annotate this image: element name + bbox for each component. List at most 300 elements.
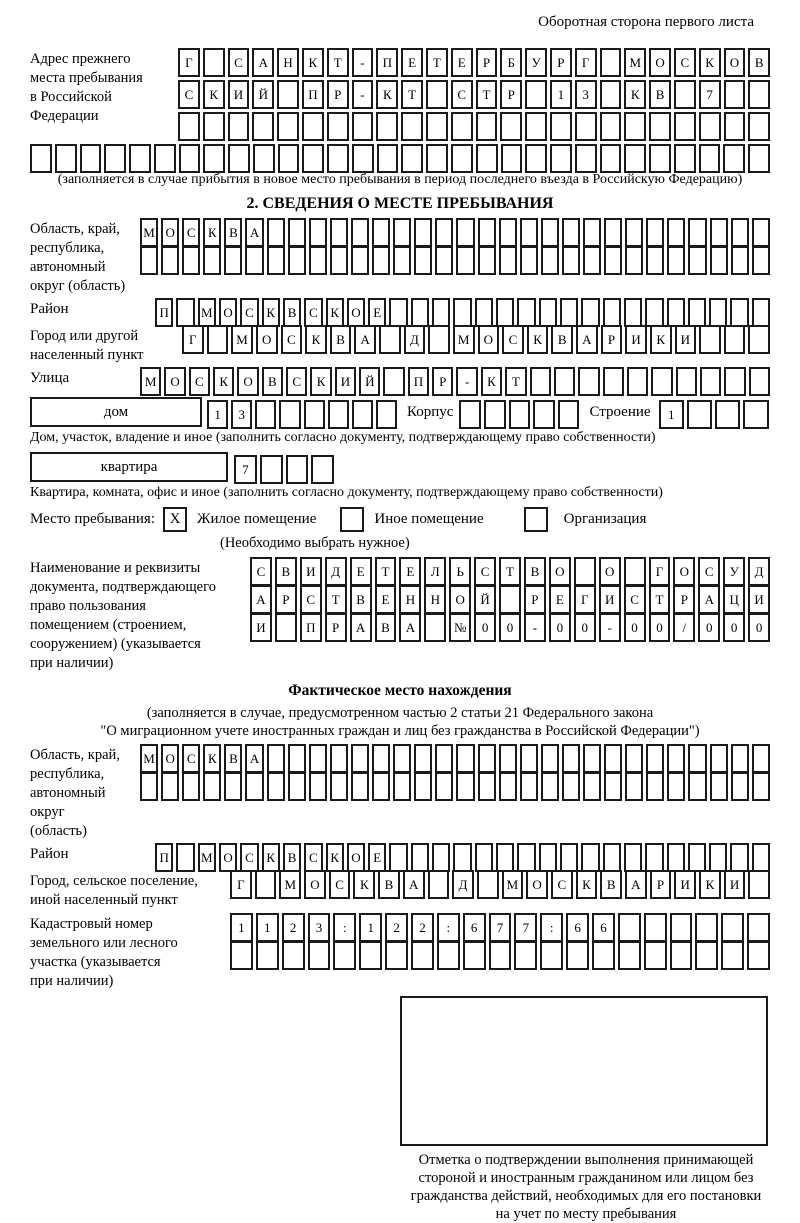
char-cell <box>533 400 555 429</box>
char-cell <box>558 400 580 429</box>
char-cell: С <box>304 298 322 327</box>
char-cell <box>484 400 506 429</box>
prev-address-row-4 <box>30 144 770 169</box>
char-cell: Е <box>375 585 397 614</box>
char-cell: 7 <box>699 80 721 109</box>
char-cell <box>562 772 580 801</box>
char-cell: С <box>182 744 200 773</box>
char-cell <box>275 613 297 642</box>
char-cell: 2 <box>282 913 305 942</box>
region-row-2 <box>140 246 770 271</box>
char-cell: А <box>350 613 372 642</box>
char-cell <box>475 298 493 327</box>
char-cell: 2 <box>411 913 434 942</box>
cadastral-grid <box>230 913 770 966</box>
char-cell: С <box>189 367 210 396</box>
cadastral-row-2 <box>230 941 770 966</box>
char-cell <box>600 80 622 109</box>
char-cell <box>393 744 411 773</box>
char-cell <box>604 744 622 773</box>
char-cell: А <box>625 870 647 899</box>
char-cell <box>600 144 622 173</box>
char-cell <box>203 772 221 801</box>
char-cell <box>129 144 151 173</box>
char-cell: У <box>525 48 547 77</box>
char-cell <box>463 941 486 970</box>
korpus-cells <box>459 400 579 425</box>
document-block <box>30 557 770 673</box>
char-cell <box>435 218 453 247</box>
char-cell <box>539 843 557 872</box>
char-cell: Е <box>451 48 473 77</box>
char-cell: 3 <box>575 80 597 109</box>
char-cell <box>414 246 432 275</box>
char-cell <box>228 144 250 173</box>
char-cell <box>352 400 373 429</box>
char-cell <box>644 941 667 970</box>
char-cell <box>646 218 664 247</box>
char-cell <box>710 218 728 247</box>
char-cell: К <box>576 870 598 899</box>
char-cell <box>351 218 369 247</box>
region-label-line: округ (область) <box>30 278 126 294</box>
house-widebox: дом <box>30 397 202 427</box>
char-cell <box>245 246 263 275</box>
char-cell: И <box>675 325 697 354</box>
char-cell <box>308 941 331 970</box>
document-label-line: при наличии) <box>30 655 114 671</box>
char-cell: П <box>300 613 322 642</box>
actual-location-title: Фактическое место нахождения <box>288 682 512 699</box>
char-cell: П <box>155 843 173 872</box>
char-cell <box>600 48 622 77</box>
prev-address-note: (заполняется в случае прибытия в новое место пребывания в период последнего въезда в Российскую Федерацию) <box>57 172 743 187</box>
char-cell <box>453 298 471 327</box>
char-cell <box>279 400 300 429</box>
char-cell: Е <box>368 298 386 327</box>
char-cell: К <box>481 367 502 396</box>
char-cell <box>715 400 740 429</box>
char-cell <box>435 246 453 275</box>
region2-label-line: автономный округ <box>30 785 106 820</box>
char-cell: О <box>164 367 185 396</box>
char-cell <box>645 298 663 327</box>
char-cell <box>752 218 770 247</box>
region-block <box>30 218 770 296</box>
char-cell: : <box>540 913 563 942</box>
char-cell: С <box>228 48 250 77</box>
char-cell <box>575 144 597 173</box>
district-block <box>30 298 770 323</box>
prev-address-label <box>30 48 178 126</box>
char-cell: А <box>403 870 425 899</box>
char-cell <box>562 218 580 247</box>
char-cell <box>304 400 325 429</box>
char-cell: О <box>304 870 326 899</box>
char-cell <box>393 218 411 247</box>
char-cell <box>286 455 309 484</box>
char-cell: Р <box>500 80 522 109</box>
char-cell: В <box>330 325 352 354</box>
char-cell <box>520 246 538 275</box>
stroenie-cells <box>659 400 769 425</box>
char-cell <box>541 218 559 247</box>
char-cell <box>414 744 432 773</box>
house-note: Дом, участок, владение и иное (заполнить согласно документу, подтверждающему право собственности) <box>30 430 656 445</box>
char-cell <box>699 325 721 354</box>
region2-grid <box>140 744 770 797</box>
char-cell <box>426 80 448 109</box>
char-cell <box>267 772 285 801</box>
char-cell <box>203 48 225 77</box>
char-cell <box>351 744 369 773</box>
stay-type-label: Место пребывания: <box>30 511 155 527</box>
char-cell: П <box>155 298 173 327</box>
char-cell <box>517 843 535 872</box>
region-label-line: Область, край, <box>30 221 120 237</box>
char-cell <box>282 941 305 970</box>
char-cell: К <box>376 80 398 109</box>
char-cell <box>525 144 547 173</box>
char-cell: В <box>551 325 573 354</box>
char-cell: П <box>302 80 324 109</box>
char-cell: С <box>674 48 696 77</box>
char-cell: С <box>281 325 303 354</box>
char-cell <box>288 246 306 275</box>
char-cell: С <box>551 870 573 899</box>
char-cell <box>432 843 450 872</box>
char-cell: В <box>350 585 372 614</box>
char-cell: : <box>333 913 356 942</box>
char-cell: А <box>576 325 598 354</box>
char-cell: В <box>378 870 400 899</box>
char-cell <box>140 772 158 801</box>
stay-type-checkbox-organization <box>524 507 548 532</box>
char-cell <box>674 80 696 109</box>
stamp-caption-line: гражданства действий, необходимых для его постановки <box>410 1188 762 1204</box>
char-cell: О <box>256 325 278 354</box>
char-cell: - <box>352 80 374 109</box>
char-cell: Ь <box>449 557 471 586</box>
char-cell <box>700 367 721 396</box>
char-cell <box>509 400 531 429</box>
char-cell <box>309 218 327 247</box>
char-cell: С <box>474 557 496 586</box>
region2-row-1 <box>140 744 770 769</box>
district2-row <box>155 843 770 868</box>
char-cell: Т <box>401 80 423 109</box>
char-cell: А <box>399 613 421 642</box>
char-cell <box>730 298 748 327</box>
char-cell: М <box>624 48 646 77</box>
char-cell <box>575 112 597 141</box>
char-cell <box>721 941 744 970</box>
char-cell <box>674 112 696 141</box>
region-label-line: республика, <box>30 240 105 256</box>
char-cell <box>520 744 538 773</box>
region2-label-line: республика, <box>30 766 105 782</box>
char-cell <box>550 144 572 173</box>
char-cell: С <box>304 843 322 872</box>
char-cell: Р <box>476 48 498 77</box>
char-cell <box>730 843 748 872</box>
char-cell: М <box>198 298 216 327</box>
char-cell <box>560 298 578 327</box>
document-label-line: документа, подтверждающего <box>30 579 216 595</box>
char-cell: - <box>524 613 546 642</box>
char-cell: Г <box>649 557 671 586</box>
char-cell <box>330 772 348 801</box>
char-cell: К <box>624 80 646 109</box>
char-cell <box>478 772 496 801</box>
char-cell <box>389 843 407 872</box>
city2-row <box>230 870 770 895</box>
char-cell: В <box>600 870 622 899</box>
char-cell <box>603 298 621 327</box>
char-cell <box>603 843 621 872</box>
char-cell <box>592 941 615 970</box>
city-row <box>182 325 770 350</box>
char-cell <box>670 913 693 942</box>
char-cell <box>688 843 706 872</box>
char-cell <box>176 298 194 327</box>
stamp-caption <box>386 1151 786 1223</box>
char-cell <box>731 744 749 773</box>
char-cell: В <box>748 48 770 77</box>
char-cell <box>253 144 275 173</box>
char-cell: В <box>524 557 546 586</box>
char-cell: Р <box>327 80 349 109</box>
char-cell <box>624 298 642 327</box>
char-cell <box>327 144 349 173</box>
char-cell <box>245 772 263 801</box>
char-cell <box>752 744 770 773</box>
cadastral-label-line: земельного или лесного <box>30 935 178 951</box>
char-cell <box>476 112 498 141</box>
char-cell: О <box>478 325 500 354</box>
char-cell: Р <box>524 585 546 614</box>
char-cell: И <box>724 870 746 899</box>
char-cell: 0 <box>549 613 571 642</box>
char-cell: Г <box>182 325 204 354</box>
char-cell: Е <box>350 557 372 586</box>
char-cell <box>456 246 474 275</box>
char-cell <box>435 744 453 773</box>
char-cell <box>499 218 517 247</box>
prev-address-row-2 <box>178 80 770 109</box>
char-cell: Е <box>401 48 423 77</box>
region2-row-2 <box>140 772 770 797</box>
char-cell: Т <box>426 48 448 77</box>
char-cell: 0 <box>499 613 521 642</box>
char-cell: М <box>502 870 524 899</box>
char-cell: В <box>283 843 301 872</box>
cadastral-label-line: при наличии) <box>30 973 114 989</box>
char-cell <box>651 367 672 396</box>
char-cell <box>330 246 348 275</box>
char-cell <box>581 843 599 872</box>
char-cell <box>453 843 471 872</box>
document-label-line: помещением (строением, <box>30 617 187 633</box>
prev-address-label-line: Федерации <box>30 108 99 124</box>
char-cell <box>583 772 601 801</box>
char-cell <box>541 744 559 773</box>
char-cell <box>30 144 52 173</box>
char-cell: О <box>219 298 237 327</box>
char-cell <box>724 80 746 109</box>
char-cell: Т <box>649 585 671 614</box>
char-cell <box>451 112 473 141</box>
char-cell: К <box>203 744 221 773</box>
char-cell <box>161 772 179 801</box>
char-cell <box>583 218 601 247</box>
char-cell: 0 <box>624 613 646 642</box>
house-number-cells <box>207 400 397 425</box>
char-cell: О <box>673 557 695 586</box>
char-cell <box>747 941 770 970</box>
char-cell <box>667 772 685 801</box>
char-cell <box>710 246 728 275</box>
char-cell: Д <box>748 557 770 586</box>
char-cell: 1 <box>659 400 684 429</box>
char-cell <box>459 400 481 429</box>
char-cell: С <box>178 80 200 109</box>
prev-address-label-line: в Российской <box>30 89 112 105</box>
char-cell <box>426 144 448 173</box>
char-cell <box>724 112 746 141</box>
char-cell: Р <box>650 870 672 899</box>
char-cell: В <box>224 218 242 247</box>
char-cell <box>228 112 250 141</box>
char-cell <box>550 112 572 141</box>
char-cell <box>646 744 664 773</box>
char-cell: С <box>300 585 322 614</box>
char-cell: 7 <box>514 913 537 942</box>
char-cell <box>514 941 537 970</box>
char-cell: Н <box>424 585 446 614</box>
char-cell: А <box>252 48 274 77</box>
char-cell <box>574 557 596 586</box>
stay-type-row <box>30 507 770 532</box>
char-cell <box>55 144 77 173</box>
char-cell: И <box>250 613 272 642</box>
char-cell <box>501 144 523 173</box>
stroenie-label: Строение <box>589 403 651 420</box>
char-cell <box>604 772 622 801</box>
char-cell: : <box>437 913 460 942</box>
char-cell <box>176 843 194 872</box>
district-row <box>155 298 770 323</box>
char-cell <box>207 325 229 354</box>
char-cell <box>437 941 460 970</box>
char-cell: 7 <box>234 455 257 484</box>
char-cell <box>256 941 279 970</box>
char-cell <box>530 367 551 396</box>
char-cell <box>161 246 179 275</box>
char-cell <box>709 843 727 872</box>
city2-label-line: иной населенный пункт <box>30 892 178 908</box>
char-cell: 6 <box>463 913 486 942</box>
char-cell <box>688 246 706 275</box>
actual-location-note-line: (заполняется в случае, предусмотренном частью 2 статьи 21 Федерального закона <box>146 705 654 721</box>
char-cell: Е <box>549 585 571 614</box>
char-cell: Т <box>476 80 498 109</box>
cadastral-label <box>30 913 230 991</box>
char-cell <box>752 246 770 275</box>
char-cell <box>724 367 745 396</box>
char-cell <box>525 112 547 141</box>
char-cell: Р <box>432 367 453 396</box>
char-cell: 0 <box>698 613 720 642</box>
char-cell: М <box>140 218 158 247</box>
char-cell <box>456 218 474 247</box>
char-cell: О <box>219 843 237 872</box>
char-cell <box>352 144 374 173</box>
char-cell <box>376 112 398 141</box>
char-cell <box>625 772 643 801</box>
char-cell <box>581 298 599 327</box>
city-label-line: Город или другой <box>30 328 139 344</box>
char-cell: А <box>250 585 272 614</box>
char-cell <box>688 298 706 327</box>
char-cell: Т <box>499 557 521 586</box>
prev-address-label-line: Адрес прежнего <box>30 51 131 67</box>
char-cell <box>154 144 176 173</box>
char-cell <box>435 772 453 801</box>
document-grid <box>250 557 770 638</box>
char-cell: К <box>213 367 234 396</box>
char-cell: К <box>699 870 721 899</box>
char-cell: И <box>300 557 322 586</box>
char-cell: Г <box>230 870 252 899</box>
char-cell <box>604 246 622 275</box>
char-cell: 2 <box>385 913 408 942</box>
region-label-line: автономный <box>30 259 106 275</box>
char-cell <box>351 772 369 801</box>
char-cell: А <box>698 585 720 614</box>
char-cell <box>203 112 225 141</box>
char-cell: К <box>305 325 327 354</box>
char-cell <box>752 298 770 327</box>
char-cell: В <box>375 613 397 642</box>
char-cell <box>688 772 706 801</box>
char-cell: М <box>453 325 475 354</box>
region2-label-line: (область) <box>30 823 87 839</box>
stamp-box <box>400 996 768 1146</box>
char-cell: Д <box>325 557 347 586</box>
char-cell <box>710 744 728 773</box>
street-row <box>140 367 770 392</box>
char-cell: К <box>203 218 221 247</box>
stamp-caption-line: Отметка о подтверждении выполнения принимающей <box>418 1152 754 1168</box>
char-cell <box>383 367 404 396</box>
char-cell <box>748 112 770 141</box>
char-cell <box>475 843 493 872</box>
char-cell <box>401 112 423 141</box>
char-cell <box>372 744 390 773</box>
prev-address-grid <box>178 48 770 141</box>
char-cell <box>554 367 575 396</box>
char-cell: 0 <box>574 613 596 642</box>
char-cell <box>540 941 563 970</box>
char-cell <box>710 772 728 801</box>
char-cell: - <box>599 613 621 642</box>
char-cell <box>277 112 299 141</box>
char-cell: Р <box>673 585 695 614</box>
char-cell <box>489 941 512 970</box>
char-cell: О <box>724 48 746 77</box>
char-cell <box>667 298 685 327</box>
